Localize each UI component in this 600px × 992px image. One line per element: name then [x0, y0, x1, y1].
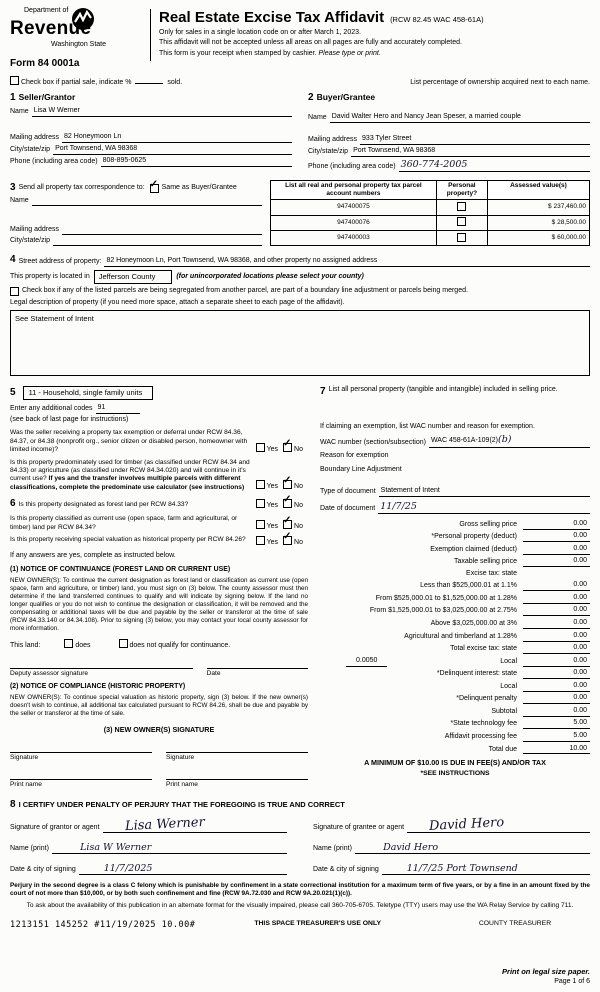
exemption-question	[10, 429, 308, 454]
grantee-signature-handwritten: David Hero	[428, 814, 505, 834]
parcel-table	[270, 180, 590, 247]
buyer-csz-label: City/state/zip	[308, 147, 349, 155]
excise-label: *State technology fee	[450, 720, 517, 728]
street-address-field[interactable]: 82 Honeymoon Ln, Port Townsend, WA 98368, and other property no assigned address	[104, 257, 590, 267]
grantee-printname-handwritten: David Hero	[383, 842, 439, 854]
see-instructions-note: *SEE INSTRUCTIONS	[420, 769, 490, 777]
same-as-buyer-checkbox[interactable]	[149, 178, 159, 193]
owner2-printname-field[interactable]	[166, 768, 308, 780]
yes-checkbox[interactable]	[256, 520, 265, 529]
additional-codes-note: (see back of last page for instructions)	[10, 416, 129, 424]
grantor-date-label: Date & city of signing	[10, 866, 76, 874]
excise-line	[320, 594, 590, 604]
treasurer-space-label: THIS SPACE TREASURER'S USE ONLY	[254, 920, 381, 928]
excise-line	[320, 707, 590, 717]
section6-number: 6	[10, 498, 16, 510]
excise-value-field[interactable]: 0.00	[523, 520, 590, 530]
send-correspondence-label: Send all property tax correspondence to:	[18, 183, 145, 191]
yes-checkbox[interactable]	[256, 480, 265, 489]
section-seller	[10, 88, 292, 172]
this-land-label: This land:	[10, 642, 41, 650]
grantee-date-label: Date & city of signing	[313, 866, 379, 874]
excise-value-field[interactable]: 0.00	[523, 557, 590, 567]
buyer-name-label: Name	[308, 113, 327, 121]
deputy-signature-label: Deputy assessor signature	[10, 669, 89, 677]
cashier-stamp: 1213151 145252 #11/19/2025 10.00#	[10, 920, 196, 931]
legal-description-value: See Statement of Intent	[15, 313, 94, 323]
no-checkbox[interactable]	[283, 437, 292, 452]
doc-type-label: Type of document	[320, 487, 376, 495]
section3-number: 3	[10, 181, 16, 193]
section-use	[10, 386, 308, 493]
yes-label: Yes	[266, 483, 279, 491]
excise-label: Taxable selling price	[453, 558, 517, 566]
owner-printname-row	[10, 768, 308, 789]
deputy-date-label: Date	[206, 669, 221, 677]
owner-signature-row	[10, 741, 308, 762]
excise-line	[320, 694, 590, 704]
excise-line	[320, 732, 590, 742]
excise-label: Gross selling price	[459, 520, 517, 528]
excise-value-field[interactable]: 0.00	[523, 707, 590, 717]
yes-label: Yes	[266, 445, 279, 453]
dept-of-label: Department of	[24, 7, 69, 14]
header-note-3	[159, 50, 590, 59]
no-label: No	[294, 538, 303, 546]
excise-line	[320, 606, 590, 616]
agency-state: Washington State	[51, 41, 106, 49]
corr-address-label: Mailing address	[10, 225, 60, 233]
form-title: Real Estate Excise Tax Affidavit	[159, 9, 385, 26]
form-title-rcw: (RCW 82.45 WAC 458-61A)	[390, 15, 484, 24]
yes-checkbox[interactable]	[256, 536, 265, 545]
check-mark: ✓	[283, 515, 292, 527]
grantee-printname-label: Name (print)	[313, 845, 352, 853]
buyer-address-label: Mailing address	[308, 135, 358, 143]
excise-label: Local	[500, 657, 517, 665]
buyer-csz-field[interactable]: Port Townsend, WA 98368	[351, 147, 590, 157]
excise-line	[320, 520, 590, 530]
section-designation	[10, 494, 308, 789]
does-checkbox[interactable]	[64, 639, 73, 648]
excise-label: Total excise tax: state	[450, 645, 517, 653]
exemption-question-text: Was the seller receiving a property tax exemption or deferral under RCW 84.36, 84.37, or 84.38 (nonprofit org., senior citizen or disabled person, homeowner with limited income)?	[10, 429, 248, 454]
no-checkbox[interactable]	[283, 515, 292, 529]
parcel-row	[271, 231, 590, 246]
yes-checkbox[interactable]	[256, 443, 265, 452]
excise-value-field[interactable]: 0.00	[523, 606, 590, 616]
grantor-printname-label: Name (print)	[10, 845, 49, 853]
page-footer	[502, 967, 590, 987]
seller-csz-label: City/state/zip	[10, 145, 51, 153]
assessed-value-field[interactable]: $ 28,500.00	[487, 215, 589, 230]
grantee-date-handwritten: 11/7/25 Port Townsend	[406, 863, 518, 875]
seller-csz-field[interactable]: Port Townsend, WA 98368	[53, 145, 292, 155]
seller-name-label: Name	[10, 107, 29, 115]
segregated-label: Check box if any of the listed parcels are being segregated from another parcel, are part of a boundary line adjustment or parcels being merged.	[22, 286, 468, 294]
check-mark: ✓	[283, 530, 292, 542]
doc-date-field[interactable]	[378, 501, 590, 514]
exemption-yes-no	[256, 437, 308, 455]
seller-phone-field[interactable]: 808-895-0625	[101, 157, 292, 167]
perjury-notice: Perjury in the second degree is a class C felony which is punishable by confinement in a state correctional institution for a maximum term of five years, or by a fine in an amount fixed by the court of not more than $10,000, or by both such confinement and fine (RCW 9A.72.030 and RCW 9A.20.021(1)(c)).	[10, 882, 590, 898]
wac-number-field[interactable]	[429, 434, 590, 447]
claim-exemption-label: If claiming an exemption, list WAC number and reason for exemption.	[320, 422, 535, 430]
corr-csz-field[interactable]	[53, 237, 262, 246]
excise-value-field[interactable]: 0.00	[523, 694, 590, 704]
owner2-printname-label: Print name	[166, 781, 198, 789]
owner2-signature-label: Signature	[166, 753, 195, 761]
excise-label: *Delinquent penalty	[456, 695, 517, 703]
excise-label: Agricultural and timberland at 1.28%	[404, 632, 517, 640]
seller-address-label: Mailing address	[10, 133, 60, 141]
does-label: does	[75, 642, 91, 650]
excise-value-field[interactable]: 0.00	[523, 682, 590, 692]
legal-description-field[interactable]	[10, 310, 590, 376]
legal-size-note: Print on legal size paper.	[502, 967, 590, 977]
current-use-yes-no	[256, 515, 308, 532]
seller-name-field[interactable]: Lisa W Werner	[32, 107, 292, 117]
section1-number: 1	[10, 92, 16, 104]
excise-value-field[interactable]: 0.00	[523, 594, 590, 604]
land-qualify-row	[10, 639, 308, 651]
excise-label: Above $3,025,000.00 at 3%	[430, 620, 517, 628]
buyer-phone-field[interactable]	[399, 159, 590, 172]
no-checkbox[interactable]	[283, 494, 292, 508]
excise-line	[320, 545, 590, 555]
forest-question	[10, 494, 308, 511]
section4-number: 4	[10, 254, 16, 266]
forest-yes-no	[256, 494, 308, 511]
excise-value-field[interactable]: 0.00	[523, 669, 590, 679]
reason-exemption-value[interactable]: Boundary Line Adjustment	[320, 465, 402, 473]
yes-label: Yes	[266, 523, 279, 531]
excise-value-field[interactable]: 10.00	[523, 745, 590, 755]
section2-number: 2	[308, 92, 314, 104]
no-label: No	[294, 502, 303, 510]
page-number: Page 1 of 6	[554, 978, 590, 986]
excise-line	[320, 619, 590, 629]
section-certify	[10, 799, 590, 875]
partial-sale-row	[10, 76, 590, 88]
additional-codes-label: Enter any additional codes	[10, 405, 93, 413]
excise-line	[320, 557, 590, 567]
corr-address-field[interactable]	[62, 226, 262, 235]
header-note-1: Only for sales in a single location code on or after March 1, 2023.	[159, 28, 361, 36]
seller-phone-label: Phone (including area code)	[10, 157, 98, 165]
excise-line	[320, 632, 590, 642]
street-address-label: Street address of property:	[18, 258, 102, 266]
timber-question-a: Is this property predominately used for timber (as classified under RCW 84.34 and 84.33) or agriculture (as classified under RCW 84.34.020) and will continue in it's current use?	[10, 458, 250, 483]
timber-question	[10, 459, 308, 493]
excise-label: From $525,000.01 to $1,525,000.00 at 1.28%	[375, 594, 517, 602]
parcel-number-field[interactable]: 947400076	[271, 215, 437, 230]
excise-value-field[interactable]: 0.00	[523, 657, 590, 667]
county-treasurer-label: COUNTY TREASURER	[478, 920, 552, 928]
excise-value-field[interactable]: 0.00	[523, 644, 590, 654]
wac-number-label: WAC number (section/subsection)	[320, 438, 426, 446]
certify-title: I CERTIFY UNDER PENALTY OF PERJURY THAT THE FOREGOING IS TRUE AND CORRECT	[18, 800, 345, 810]
personal-property-checkbox[interactable]	[457, 217, 466, 226]
no-checkbox[interactable]	[283, 530, 292, 545]
excise-value-field[interactable]: 0.00	[523, 545, 590, 555]
excise-line	[320, 570, 590, 579]
section1-title: Seller/Grantor	[18, 92, 76, 103]
section2-title: Buyer/Grantee	[316, 92, 376, 103]
grantee-printname-field[interactable]	[355, 842, 590, 854]
partial-percent-field[interactable]	[135, 76, 163, 84]
yes-label: Yes	[266, 538, 279, 546]
grantee-certify-block	[313, 812, 590, 875]
buyer-name-field[interactable]: David Walter Hero and Nancy Jean Speser, a married couple	[330, 113, 590, 123]
header-note-2: This affidavit will not be accepted unless all areas on all pages are fully and accurately completed.	[159, 39, 462, 47]
legal-description-label: Legal description of property (if you need more space, attach a separate sheet to each page of the affidavit).	[10, 298, 345, 306]
assessed-value-col-header: Assessed value(s)	[487, 180, 589, 200]
excise-line-local	[320, 657, 590, 667]
form-number: Form 84 0001a	[10, 58, 80, 70]
excise-label: Affidavit processing fee	[444, 732, 517, 740]
excise-label: Total due	[488, 745, 517, 753]
notice1-body: NEW OWNER(S): To continue the current designation as forest land or classification as current use (open space, farm and agriculture, or timber) land, you must sign on (3) below. The county assessor must then determine if the land transferred continues to qualify and will indicate by signing below. If the land no longer qualifies or you do not wish to continue the designation or classification, it will be removed and the compensating or additional taxes will be due and payable by the seller or transferor at the time of sale (RCW 84.33.140 or 84.34.108). Prior to signing (3) below, you may contact your local county assessor for more information.	[10, 576, 308, 632]
no-label: No	[294, 523, 303, 531]
section7-number: 7	[320, 385, 326, 397]
excise-line	[320, 581, 590, 591]
excise-computation	[320, 520, 590, 755]
forest-question-text	[10, 498, 256, 511]
excise-value-field[interactable]: 0.00	[523, 581, 590, 591]
section8-number: 8	[10, 799, 16, 811]
no-label: No	[294, 483, 303, 491]
excise-label: From $1,525,000.01 to $3,025,000.00 at 2.75%	[369, 607, 517, 615]
located-in-label: This property is located in	[10, 272, 90, 280]
grantor-signature-handwritten: Lisa Werner	[124, 814, 205, 834]
corr-name-field[interactable]	[32, 197, 262, 206]
grantor-certify-block	[10, 812, 287, 875]
owner2-signature-field[interactable]	[166, 741, 308, 753]
alternate-format-note: To ask about the availability of this publication in an alternate format for the visually impaired, please call 360-705-6705. Teletype (TTY) users may use the WA Relay Service by calling 711.	[26, 901, 574, 909]
owner1-signature-label: Signature	[10, 753, 39, 761]
no-label: No	[294, 445, 303, 453]
parcel-number-field[interactable]: 947400075	[271, 200, 437, 215]
excise-line	[320, 532, 590, 542]
excise-line	[320, 745, 590, 755]
grantee-signature-field[interactable]	[407, 814, 590, 834]
wac-number-handwritten: (b)	[498, 434, 512, 446]
excise-section-label: Excise tax: state	[466, 569, 517, 577]
deputy-date-field[interactable]	[207, 657, 308, 669]
deputy-signature-row	[10, 657, 308, 678]
buyer-address-field[interactable]: 933 Tyler Street	[360, 135, 590, 145]
excise-value-field[interactable]: 5.00	[523, 732, 590, 742]
check-mark: ✓	[149, 178, 159, 190]
check-mark: ✓	[283, 475, 292, 487]
grantor-date-handwritten: 11/7/2025	[103, 863, 153, 875]
excise-line	[320, 644, 590, 654]
partial-sold-label: sold.	[167, 79, 183, 87]
partial-sale-label: Check box if partial sale, indicate %	[20, 79, 132, 87]
header-divider	[150, 9, 151, 61]
excise-label: Exemption claimed (deduct)	[430, 545, 517, 553]
timber-question-text	[10, 459, 256, 493]
title-block	[159, 7, 590, 71]
corr-csz-label: City/state/zip	[10, 236, 51, 244]
local-rate-field[interactable]: 0.0050	[346, 657, 387, 667]
parcel-number-field[interactable]: 947400003	[271, 231, 437, 246]
doc-date-label: Date of document	[320, 504, 376, 512]
same-as-buyer-label: Same as Buyer/Grantee	[161, 183, 237, 191]
parcel-row	[271, 215, 590, 230]
no-checkbox[interactable]	[283, 475, 292, 489]
notice1-title: (1) NOTICE OF CONTINUANCE (FOREST LAND OR CURRENT USE)	[10, 565, 231, 573]
excise-label: *Delinquent interest: state	[436, 670, 517, 678]
header-note-3a: This form is your receipt when stamped by cashier.	[159, 49, 319, 57]
wac-number-value: WAC 458-61A-109(2)	[430, 437, 498, 445]
header-note-3b: Please type or print.	[318, 49, 381, 57]
parcel-row	[271, 200, 590, 215]
yes-label: Yes	[266, 502, 279, 510]
parcel-col-header: List all real and personal property tax parcel account numbers	[271, 180, 437, 200]
doc-type-field[interactable]: Statement of Intent	[379, 487, 590, 497]
land-use-code-field[interactable]: 11 - Household, single family units	[23, 386, 154, 401]
does-not-label: does not qualify for continuance.	[129, 642, 231, 650]
notice2-body: NEW OWNER(S): To continue special valuation as historic property, sign (3) below. If the new owner(s) doesn't wish to continue, all additional tax calculated pursuant to RCW 84.26, shall be due and payable by the seller or transferor at the time of sale.	[10, 694, 308, 718]
owner1-signature-field[interactable]	[10, 741, 152, 753]
grantee-signature-label: Signature of grantee or agent	[313, 824, 405, 832]
grantor-signature-field[interactable]	[103, 814, 287, 834]
grantor-date-field[interactable]	[79, 863, 287, 875]
minimum-due-note: A MINIMUM OF $10.00 IS DUE IN FEE(S) AND/OR TAX	[364, 758, 546, 768]
excise-value-field[interactable]: 0.00	[523, 632, 590, 642]
personal-property-label: List all personal property (tangible and intangible) included in selling price.	[328, 385, 558, 393]
excise-label: *Personal property (deduct)	[431, 533, 517, 541]
personal-property-col-header: Personal property?	[436, 180, 487, 200]
forest-question-label: Is this property designated as forest land per RCW 84.33?	[18, 501, 189, 509]
section-exemption	[320, 384, 590, 790]
timber-yes-no	[256, 475, 308, 492]
excise-label: Less than $525,000.01 at 1.1%	[420, 582, 517, 590]
new-owner-signature-title: (3) NEW OWNER(S) SIGNATURE	[103, 725, 215, 735]
personal-property-checkbox[interactable]	[457, 202, 466, 211]
excise-line	[320, 682, 590, 692]
does-not-checkbox[interactable]	[119, 639, 128, 648]
notice2-title: (2) NOTICE OF COMPLIANCE (HISTORIC PROPERTY)	[10, 683, 186, 691]
excise-value-field[interactable]: 0.00	[523, 619, 590, 629]
agency-block	[10, 7, 146, 71]
additional-codes-field[interactable]: 91	[96, 404, 140, 414]
partial-sale-checkbox[interactable]	[10, 76, 19, 85]
grantor-printname-handwritten: Lisa W Werner	[80, 842, 152, 854]
county-select[interactable]: Jefferson County	[94, 270, 173, 284]
section-correspondence	[10, 180, 590, 247]
segregated-checkbox[interactable]	[10, 287, 19, 296]
agency-name: Revenue	[10, 18, 92, 39]
deputy-signature-field[interactable]	[10, 657, 193, 669]
owner1-printname-label: Print name	[10, 781, 42, 789]
corr-name-label: Name	[10, 196, 29, 204]
if-yes-note: If any answers are yes, complete as instructed below.	[10, 551, 176, 559]
excise-line	[320, 719, 590, 729]
excise-line	[320, 669, 590, 679]
ownership-note: List percentage of ownership acquired next to each name.	[410, 79, 590, 87]
check-mark: ✓	[283, 437, 292, 449]
grantee-date-field[interactable]	[382, 863, 590, 875]
reason-exemption-label: Reason for exemption	[320, 451, 389, 459]
partial-sale-left	[10, 76, 182, 88]
timber-question-b: If yes and the transfer involves multiple parcels with different classifications, complete the predominate use calculator (see instructions)	[10, 475, 245, 491]
current-use-question-text: Is this property classified as current use (open space, farm and agricultural, or timber) land per RCW 84.34?	[10, 515, 238, 531]
current-use-question	[10, 515, 308, 532]
section5-number: 5	[10, 386, 16, 398]
excise-label: Local	[500, 682, 517, 690]
form-header	[10, 7, 590, 71]
check-mark: ✓	[283, 494, 292, 506]
excise-label: Subtotal	[491, 707, 517, 715]
buyer-phone-handwritten: 360-774-2005	[400, 158, 468, 170]
buyer-phone-label: Phone (including area code)	[308, 162, 396, 170]
owner1-printname-field[interactable]	[10, 768, 152, 780]
county-note: (for unincorporated locations please select your county)	[176, 272, 364, 280]
grantor-printname-field[interactable]	[52, 842, 287, 854]
historic-question	[10, 530, 308, 548]
excise-value-field[interactable]: 5.00	[523, 719, 590, 729]
historic-yes-no	[256, 530, 308, 548]
seller-address-field[interactable]: 82 Honeymoon Ln	[62, 133, 292, 143]
historic-question-text: Is this property receiving special valuation as historical property per RCW 84.26?	[10, 535, 246, 543]
treasurer-row	[10, 920, 590, 931]
section-property	[10, 254, 590, 375]
assessed-value-field[interactable]: $ 60,000.00	[487, 231, 589, 246]
yes-checkbox[interactable]	[256, 499, 265, 508]
excise-value-field[interactable]: 0.00	[523, 532, 590, 542]
personal-property-checkbox[interactable]	[457, 233, 466, 242]
section-buyer	[308, 88, 590, 172]
doc-date-handwritten: 11/7/25	[380, 500, 417, 512]
assessed-value-field[interactable]: $ 237,460.00	[487, 200, 589, 215]
grantor-signature-label: Signature of grantor or agent	[10, 824, 100, 832]
